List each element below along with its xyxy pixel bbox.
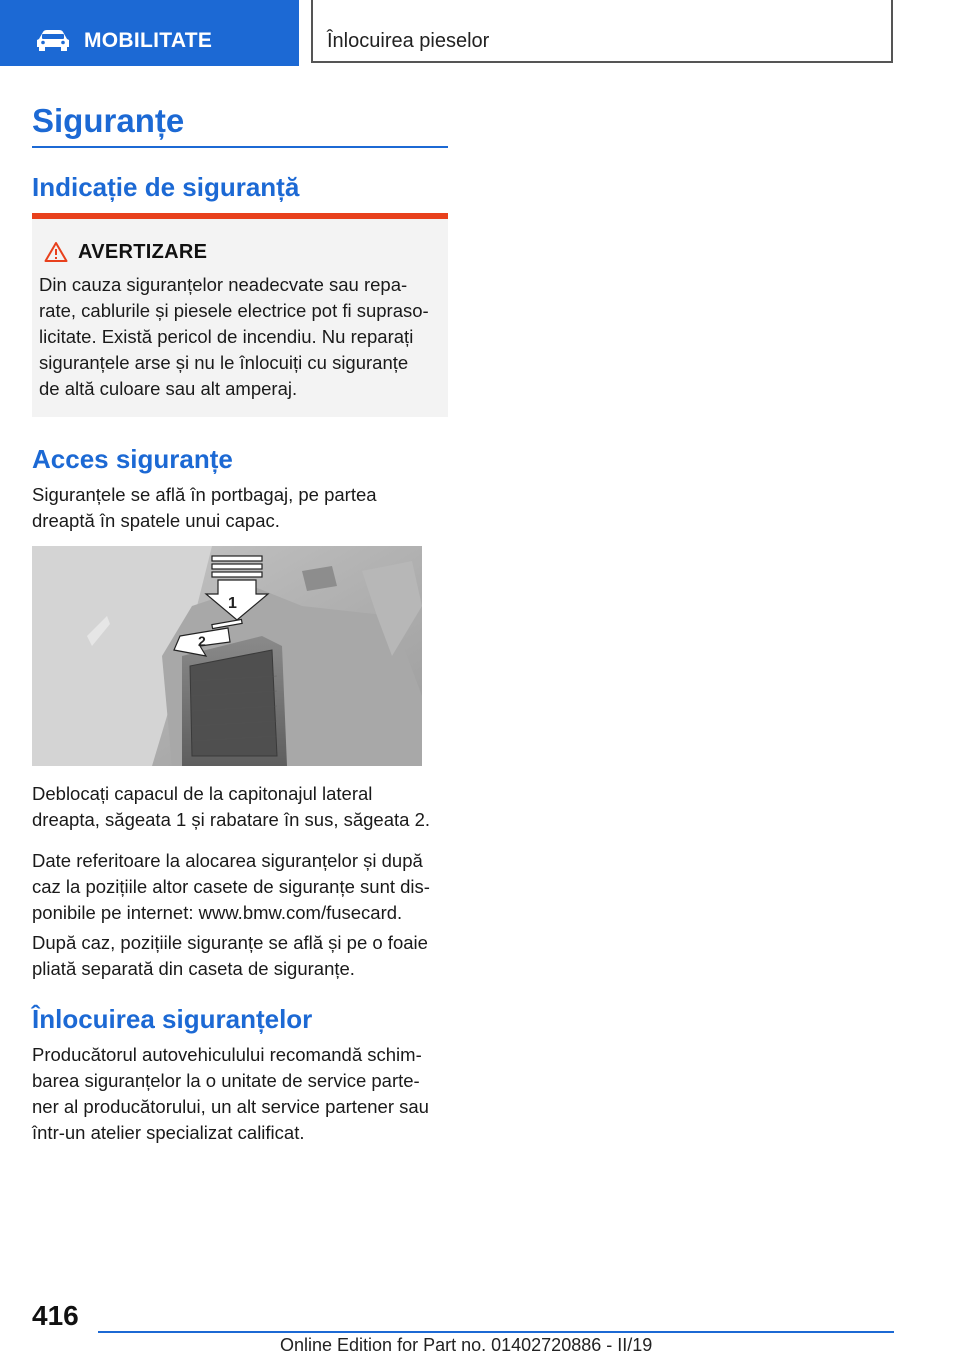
safety-heading: Indicație de siguranță [32,172,300,202]
chapter-header [311,0,893,63]
edition-note: Online Edition for Part no. 01402720886 - II/19 [280,1335,653,1355]
warning-text [39,272,429,402]
title-divider [32,146,448,148]
warning-line: rate, cablurile și piesele electrice pot fi supraso- [39,300,429,321]
note-line: După caz, pozițiile siguranțe se află și pe o foaie [32,932,428,953]
access-heading: Acces siguranțe [32,444,233,474]
info-line: Date referitoare la alocarea siguranțelor și după [32,850,423,871]
page-title: Siguranțe [32,102,185,139]
replace-line: Producătorul autovehiculului recomandă schim- [32,1044,422,1065]
arrow-label-1: 1 [228,595,237,612]
info-text [32,848,430,926]
chapter-title: Înlocuirea pieselor [327,30,490,52]
warning-line: siguranțele arse și nu le înlocuiți cu siguranțe [39,352,409,373]
section-label: MOBILITATE [84,29,213,52]
warning-line: Din cauza siguranțelor neadecvate sau repa- [39,274,408,295]
access-intro-line: Siguranțele se află în portbagaj, pe partea [32,484,377,505]
warning-bar [32,213,448,219]
access-intro [32,482,377,534]
access-intro-line: dreaptă în spatele unui capac. [32,510,280,531]
section-tab[interactable] [0,0,299,66]
warning-line: de altă culoare sau alt amperaj. [39,378,298,399]
footer-divider [98,1331,894,1333]
page-number: 416 [32,1300,79,1331]
info-line: ponibile pe internet: www.bmw.com/fusecard. [32,902,403,923]
note-line: pliată separată din caseta de siguranțe. [32,958,355,979]
info-line: caz la pozițiile altor casete de siguranțe sunt dis- [32,876,430,897]
replace-text [32,1042,429,1146]
warning-label: AVERTIZARE [78,241,208,263]
arrow-label-2: 2 [198,633,206,649]
step-line: dreapta, săgeata 1 și rabatare în sus, săgeata 2. [32,809,431,830]
warning-triangle-icon [44,241,68,263]
step-text [32,781,430,833]
trunk-fuse-photo [32,546,422,766]
car-icon [36,29,70,51]
replace-heading: Înlocuirea siguranțelor [32,1004,313,1034]
replace-line: într-un atelier specializat calificat. [32,1122,305,1143]
step-line: Deblocați capacul de la capitonajul lateral [32,783,373,804]
warning-line: licitate. Există pericol de incendiu. Nu reparați [39,326,414,347]
replace-line: ner al producătorului, un alt service partener sau [32,1096,429,1117]
replace-line: barea siguranțelor la o unitate de service parte- [32,1070,420,1091]
note-text [32,930,428,982]
